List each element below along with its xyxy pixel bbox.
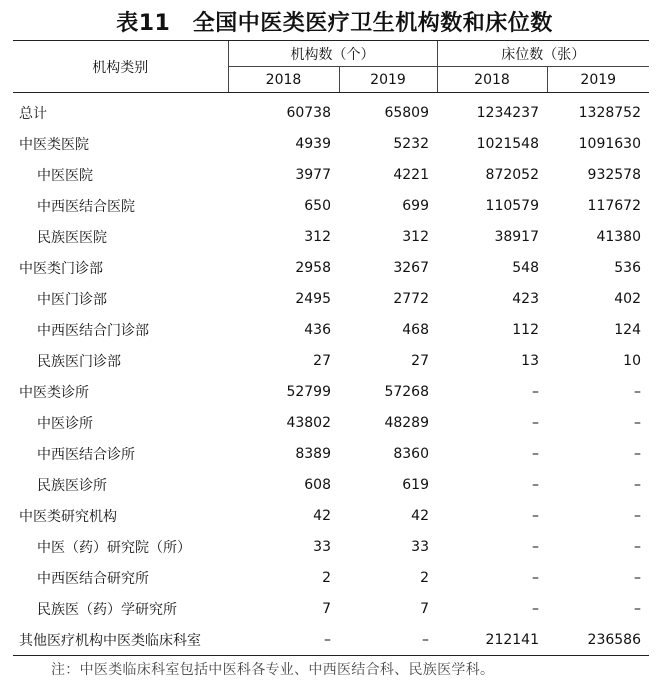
row-label: 中医（药）研究院（所） (37, 539, 191, 556)
table-cell: 41380 (596, 228, 641, 245)
table-cell: 33 (313, 538, 331, 555)
table-cell: 872052 (485, 166, 539, 183)
table-cell: 124 (614, 321, 641, 338)
table-cell: 8360 (393, 445, 429, 462)
table-row (13, 252, 649, 283)
row-label: 中医诊所 (37, 415, 93, 432)
row-label: 中西医结合医院 (37, 198, 135, 215)
table-cell: 52799 (286, 383, 331, 400)
row-label: 其他医疗机构中医类临床科室 (13, 624, 228, 656)
table-row (13, 190, 649, 221)
table-cell: 2 (322, 569, 331, 586)
row-label: 中医类医院 (19, 136, 89, 153)
row-label: 中医医院 (37, 167, 93, 184)
table-row (13, 159, 649, 190)
table-cell: 536 (614, 259, 641, 276)
table-cell: – (228, 624, 339, 656)
table-cell: 1021548 (476, 135, 539, 152)
table-cell: 2 (420, 569, 429, 586)
table-cell: 212141 (437, 624, 547, 656)
table-row (13, 283, 649, 314)
table-cell: 1328752 (578, 104, 641, 121)
table-row (13, 221, 649, 252)
row-label: 中西医结合诊所 (37, 446, 135, 463)
table-cell: 436 (304, 321, 331, 338)
table-row (13, 128, 649, 159)
row-label: 民族医医院 (37, 229, 107, 246)
table-cell: 10 (623, 352, 641, 369)
table-row (13, 500, 649, 531)
table-body (13, 93, 649, 656)
table-cell: 1091630 (578, 135, 641, 152)
table-cell: 43802 (286, 414, 331, 431)
table-cell: – (532, 414, 539, 431)
table-cell: 548 (512, 259, 539, 276)
table-header (13, 41, 649, 93)
table-cell: 402 (614, 290, 641, 307)
table-cell: – (634, 507, 641, 524)
table-cell: – (634, 414, 641, 431)
row-label: 中西医结合门诊部 (37, 322, 149, 339)
column-header-year: 2018 (228, 67, 339, 93)
table-cell: 236586 (547, 624, 649, 656)
table-row (13, 531, 649, 562)
table-cell: 8389 (295, 445, 331, 462)
row-label: 中医类研究机构 (19, 508, 117, 525)
table-cell: – (532, 600, 539, 617)
table-cell: 932578 (587, 166, 641, 183)
table-cell: – (634, 600, 641, 617)
table-cell: 5232 (393, 135, 429, 152)
table-cell: 57268 (384, 383, 429, 400)
table-cell: 13 (521, 352, 539, 369)
table-cell: 468 (402, 321, 429, 338)
table-cell: – (532, 569, 539, 586)
table-cell: 699 (402, 197, 429, 214)
table-cell: 27 (411, 352, 429, 369)
table-cell: – (339, 624, 437, 656)
table-cell: 650 (304, 197, 331, 214)
table-row (13, 562, 649, 593)
data-table (13, 40, 649, 656)
table-cell: – (532, 383, 539, 400)
table-cell: 110579 (485, 197, 539, 214)
table-cell: – (634, 569, 641, 586)
table-row (13, 314, 649, 345)
table-cell: 7 (322, 600, 331, 617)
table-cell: 117672 (587, 197, 641, 214)
table-cell: 608 (304, 476, 331, 493)
table-cell: – (634, 383, 641, 400)
table-cell: – (634, 476, 641, 493)
column-header-type: 机构类别 (13, 41, 228, 93)
table-row (13, 376, 649, 407)
table-row (13, 438, 649, 469)
row-label: 中西医结合研究所 (37, 570, 149, 587)
column-group-beds: 床位数（张） (437, 41, 649, 67)
table-row (13, 469, 649, 500)
table-cell: 42 (411, 507, 429, 524)
table-cell: 33 (411, 538, 429, 555)
table-cell: 27 (313, 352, 331, 369)
table-cell: 112 (512, 321, 539, 338)
column-header-year: 2018 (437, 67, 547, 93)
table-cell: – (532, 538, 539, 555)
table-cell: 4939 (295, 135, 331, 152)
table-cell: 3267 (393, 259, 429, 276)
row-label: 中医类门诊部 (19, 260, 103, 277)
table-cell: – (634, 445, 641, 462)
row-label: 民族医诊所 (37, 477, 107, 494)
table-cell: 60738 (286, 104, 331, 121)
column-group-institutions: 机构数（个） (228, 41, 437, 67)
table-cell: 2495 (295, 290, 331, 307)
table-row (13, 345, 649, 376)
table-title: 表11 全国中医类医疗卫生机构数和床位数 (116, 11, 553, 36)
table-cell: 48289 (384, 414, 429, 431)
row-label: 民族医（药）学研究所 (37, 601, 177, 618)
row-label: 中医门诊部 (37, 291, 107, 308)
table-cell: 1234237 (476, 104, 539, 121)
table-cell: – (532, 476, 539, 493)
table-cell: 42 (313, 507, 331, 524)
table-cell: 2772 (393, 290, 429, 307)
column-header-year: 2019 (339, 67, 437, 93)
table-cell: – (532, 445, 539, 462)
table-cell: 2958 (295, 259, 331, 276)
table-cell: 7 (420, 600, 429, 617)
footnote: 注：中医类临床科室包括中医科各专业、中西医结合科、民族医学科。 (51, 662, 495, 678)
table-cell: 65809 (384, 104, 429, 121)
table-cell: 38917 (494, 228, 539, 245)
table-cell: 3977 (295, 166, 331, 183)
table-cell: – (532, 507, 539, 524)
table-cell: 4221 (393, 166, 429, 183)
table-row (13, 593, 649, 624)
table-row (13, 93, 649, 129)
table-cell: – (634, 538, 641, 555)
row-label: 中医类诊所 (19, 384, 89, 401)
table-row (13, 624, 649, 656)
table-cell: 423 (512, 290, 539, 307)
column-header-year: 2019 (547, 67, 649, 93)
table-cell: 312 (304, 228, 331, 245)
row-label: 民族医门诊部 (37, 353, 121, 370)
table-row (13, 407, 649, 438)
row-label: 总计 (19, 105, 47, 122)
table-cell: 312 (402, 228, 429, 245)
table-cell: 619 (402, 476, 429, 493)
